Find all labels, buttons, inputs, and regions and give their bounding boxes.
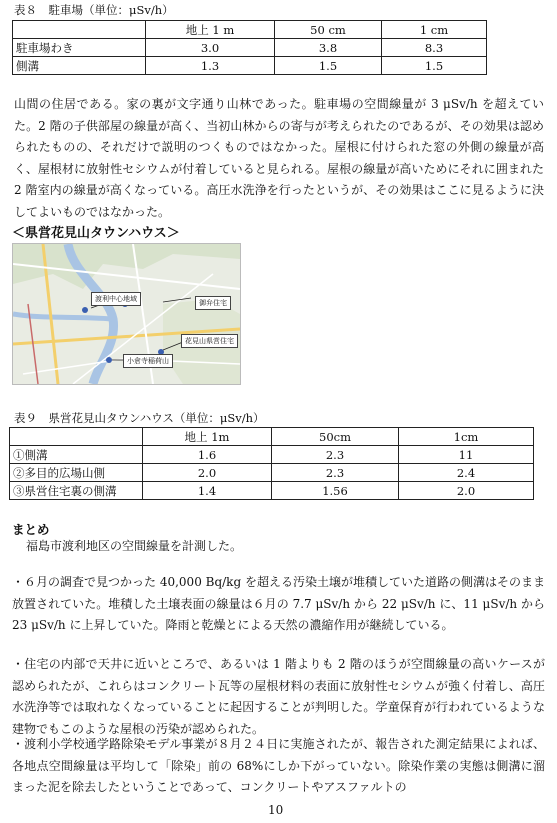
table-cell: 1.5 — [382, 57, 487, 75]
body-paragraph: 山間の住居である。家の裏が文字通り山林であった。駐車場の空間線量が 3 μSv/h を超えていた。2 階の子供部屋の線量が高く、当初山林からの寄与が考えられたのであるが、その効果は認められたものの、それだけで説明のつくものではなかった。屋根に付けられた窓の外側の線量が高く、屋根材に放射性セシウムが付着していると見られる。屋根の線量が高いためにそれに囲まれた 2 階室内の線量が高くなっている。高圧水洗浄を行ったというが、その効果はここに見るように決してよいものではなかった。 — [14, 97, 544, 219]
table-row — [10, 464, 534, 482]
table-cell: 1.5 — [275, 57, 382, 75]
table-row — [10, 446, 534, 464]
table-cell: 11 — [399, 446, 534, 464]
table-cell: 3.0 — [146, 39, 275, 57]
table-cell: 3.8 — [275, 39, 382, 57]
map-label: 花見山県営住宅 — [181, 334, 238, 348]
table-row — [10, 428, 534, 446]
table-cell: 1.4 — [143, 482, 272, 500]
table8-caption: 表８ 駐車場（単位：μSv/h） — [14, 3, 174, 17]
table-header-cell — [13, 21, 146, 39]
table-row — [13, 57, 487, 75]
table-header-cell: 1cm — [399, 428, 534, 446]
table8 — [12, 20, 487, 75]
table-cell: 1.6 — [143, 446, 272, 464]
map-label: 小倉寺稲荷山 — [123, 354, 173, 368]
table-header-cell: 地上 1m — [143, 428, 272, 446]
section-heading: ＜県営花見山タウンハウス＞ — [12, 226, 180, 241]
page-number: 10 — [268, 803, 284, 817]
table-header-cell: 地上 1 m — [146, 21, 275, 39]
summary-bullet: ・６月の調査で見つかった 40,000 Bq/kg を超える汚染土壌が堆積していた道路の側溝はそのまま放置されていた。堆積した土壌表面の線量は６月の 7.7 μSv/h から 22 μSv/h に、11 μSv/h から 23 μSv/h に上昇していた。降雨と乾燥とによる天然の濃縮作用が継続している。 — [12, 575, 545, 632]
location-map — [12, 243, 241, 385]
table-cell: 2.3 — [272, 464, 399, 482]
table-header-cell: 50cm — [272, 428, 399, 446]
table-cell: ③県営住宅裏の側溝 — [10, 482, 143, 500]
table-cell: ①側溝 — [10, 446, 143, 464]
table-header-cell: 50 cm — [275, 21, 382, 39]
table-row — [13, 21, 487, 39]
summary-title: まとめ — [12, 522, 50, 537]
table-cell: 1.3 — [146, 57, 275, 75]
table9-caption: 表９ 県営花見山タウンハウス（単位：μSv/h） — [14, 411, 265, 425]
table-cell: 駐車場わき — [13, 39, 146, 57]
table-cell: 2.0 — [399, 482, 534, 500]
table-cell: 側溝 — [13, 57, 146, 75]
table-cell: 2.0 — [143, 464, 272, 482]
table-header-cell: 1 cm — [382, 21, 487, 39]
table-cell: 2.4 — [399, 464, 534, 482]
table-cell: 8.3 — [382, 39, 487, 57]
summary-bullet: ・渡利小学校通学路除染モデル事業が８月２４日に実施されたが、報告された測定結果によれば、各地点空間線量は平均して「除染」前の 68%にしか下がっていない。除染作業の実態は側溝に溜まった泥を除去したということであって、コンクリートやアスファルトの — [12, 737, 545, 794]
summary-bullet: ・住宅の内部で天井に近いところで、あるいは 1 階よりも 2 階のほうが空間線量の高いケースが認められたが、これらはコンクリート瓦等の屋根材料の表面に放射性セシウムが強く付着し、高圧水洗浄等では取れなくなっていることに起因することが判明した。学童保育が行われているような建物でもこのような屋根の汚染が認められた。 — [12, 657, 545, 736]
table-cell: ②多目的広場山側 — [10, 464, 143, 482]
table-cell: 2.3 — [272, 446, 399, 464]
table-header-cell — [10, 428, 143, 446]
summary-intro: 福島市渡利地区の空間線量を計測した。 — [26, 539, 243, 553]
map-label: 渡利中心地域 — [91, 292, 141, 306]
table-row — [13, 39, 487, 57]
table-row — [10, 482, 534, 500]
map-label: 御弁住宅 — [195, 296, 231, 310]
table-cell: 1.56 — [272, 482, 399, 500]
table9 — [9, 427, 534, 500]
